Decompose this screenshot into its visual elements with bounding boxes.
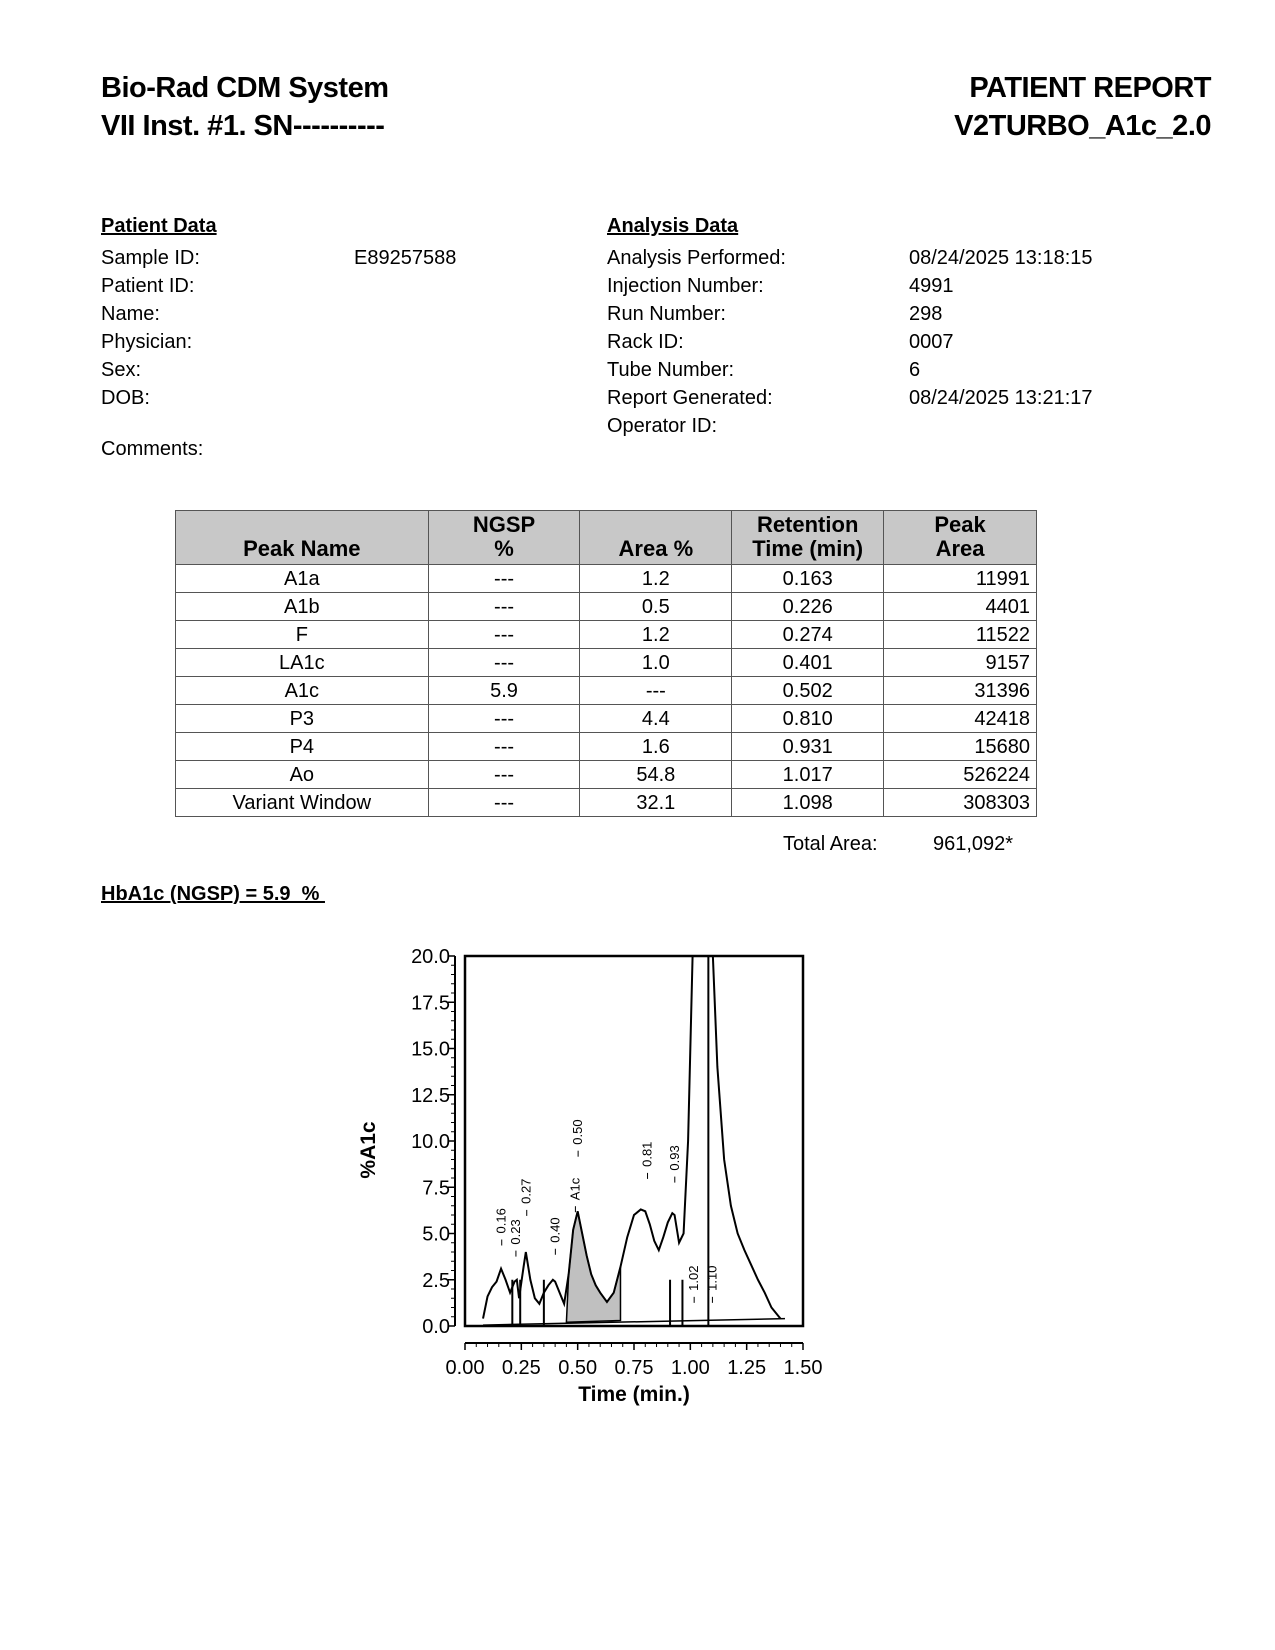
y-tick-label: 5.0 — [422, 1223, 450, 1246]
col-retention-time: Retention Time (min) — [732, 511, 884, 565]
analysis-field-label: Injection Number: — [607, 275, 764, 297]
y-tick-label: 20.0 — [411, 946, 450, 968]
retention-time-cell: 0.401 — [732, 649, 884, 677]
col-peak-name: Peak Name — [176, 511, 429, 565]
x-tick-label: 0.50 — [558, 1357, 598, 1379]
y-tick-label: 17.5 — [411, 992, 450, 1015]
analysis-field-label: Report Generated: — [607, 387, 773, 409]
analysis-field-value: 6 — [909, 359, 921, 381]
y-tick-label: 0.0 — [422, 1316, 450, 1338]
method-name: V2TURBO_A1c_2.0 — [954, 110, 1211, 142]
patient-field-label: DOB: — [101, 387, 150, 409]
area-pct-cell: 32.1 — [580, 789, 732, 817]
patient-field-row — [101, 328, 456, 356]
ngsp-cell: 5.9 — [428, 677, 580, 705]
x-tick-label: 0.75 — [614, 1357, 654, 1379]
total-area-value: 961,092* — [933, 833, 1014, 855]
peak-area-cell: 9157 — [884, 649, 1037, 677]
patient-field-row — [101, 244, 456, 272]
ngsp-cell: --- — [428, 621, 580, 649]
comments-label: Comments: — [101, 438, 204, 460]
area-pct-cell: 1.6 — [580, 733, 732, 761]
patient-data-title: Patient Data — [101, 215, 217, 237]
x-axis-label: Time (min.) — [578, 1383, 690, 1406]
area-pct-cell: 4.4 — [580, 705, 732, 733]
ngsp-cell: --- — [428, 761, 580, 789]
analysis-field-value: 0007 — [909, 331, 954, 353]
retention-time-cell: 0.274 — [732, 621, 884, 649]
peak-label: 0.40 — [547, 1217, 563, 1243]
table-row — [176, 649, 1037, 677]
area-pct-cell: 54.8 — [580, 761, 732, 789]
hba1c-result: HbA1c (NGSP) = 5.9 % — [101, 883, 325, 905]
patient-field-row — [101, 272, 456, 300]
patient-field-label: Name: — [101, 303, 160, 325]
y-tick-label: 2.5 — [422, 1269, 450, 1292]
patient-field-label: Sample ID: — [101, 247, 200, 269]
patient-field-label: Physician: — [101, 331, 193, 353]
peak-table — [175, 510, 1037, 817]
peak-name-cell: Ao — [176, 761, 429, 789]
analysis-field-row — [607, 244, 1093, 272]
ngsp-cell: --- — [428, 649, 580, 677]
retention-time-cell: 0.931 — [732, 733, 884, 761]
peak-label: 0.16 — [493, 1208, 509, 1234]
y-tick-label: 10.0 — [411, 1131, 450, 1153]
x-tick-label: 1.50 — [783, 1357, 823, 1379]
area-pct-cell: 0.5 — [580, 593, 732, 621]
total-area-label: Total Area: — [783, 833, 878, 855]
peak-label: 0.50 — [570, 1119, 586, 1145]
peak-label: 0.23 — [507, 1219, 523, 1245]
table-row — [176, 705, 1037, 733]
retention-time-cell: 0.502 — [732, 677, 884, 705]
y-tick-label: 7.5 — [422, 1177, 450, 1200]
report-title: PATIENT REPORT — [969, 72, 1211, 104]
peak-area-cell: 526224 — [884, 761, 1037, 789]
table-row — [176, 593, 1037, 621]
table-row — [176, 677, 1037, 705]
peak-label: 1.10 — [704, 1265, 720, 1291]
ngsp-cell: --- — [428, 565, 580, 593]
analysis-field-label: Operator ID: — [607, 415, 718, 437]
ngsp-cell: --- — [428, 789, 580, 817]
x-tick-label: 0.00 — [445, 1357, 485, 1379]
retention-time-cell: 0.226 — [732, 593, 884, 621]
y-tick-label: 12.5 — [411, 1084, 450, 1107]
peak-area-cell: 308303 — [884, 789, 1037, 817]
retention-time-cell: 0.810 — [732, 705, 884, 733]
ngsp-cell: --- — [428, 593, 580, 621]
peak-area-cell: 4401 — [884, 593, 1037, 621]
analysis-field-row — [607, 328, 1093, 356]
table-row — [176, 761, 1037, 789]
col-ngsp: NGSP % — [428, 511, 580, 565]
analysis-field-row — [607, 384, 1093, 412]
peak-name-cell: Variant Window — [176, 789, 429, 817]
analysis-field-label: Analysis Performed: — [607, 247, 786, 269]
ngsp-cell: --- — [428, 733, 580, 761]
peak-area-cell: 11991 — [884, 565, 1037, 593]
analysis-field-label: Rack ID: — [607, 331, 684, 353]
peak-area-cell: 42418 — [884, 705, 1037, 733]
chromatogram-line — [483, 956, 780, 1319]
peak-name-cell: A1b — [176, 593, 429, 621]
table-row — [176, 789, 1037, 817]
table-row — [176, 733, 1037, 761]
peak-area-cell: 31396 — [884, 677, 1037, 705]
patient-field-label: Sex: — [101, 359, 142, 381]
x-tick-label: 1.00 — [670, 1357, 710, 1379]
analysis-field-label: Run Number: — [607, 303, 726, 325]
analysis-field-value: 08/24/2025 13:18:15 — [909, 247, 1093, 269]
retention-time-cell: 0.163 — [732, 565, 884, 593]
col-area-pct: Area % — [580, 511, 732, 565]
peak-name-cell: F — [176, 621, 429, 649]
instrument-serial: VII Inst. #1. SN---------- — [101, 110, 385, 142]
area-pct-cell: 1.2 — [580, 621, 732, 649]
peak-area-cell: 15680 — [884, 733, 1037, 761]
y-tick-label: 15.0 — [411, 1038, 450, 1061]
peak-name-cell: P3 — [176, 705, 429, 733]
retention-time-cell: 1.098 — [732, 789, 884, 817]
analysis-field-value: 298 — [909, 303, 943, 325]
peak-label: A1c — [567, 1177, 583, 1201]
x-tick-label: 0.25 — [501, 1357, 541, 1379]
y-axis-label: %A1c — [357, 1121, 380, 1179]
col-peak-area: Peak Area — [884, 511, 1037, 565]
table-row — [176, 565, 1037, 593]
analysis-field-value: 08/24/2025 13:21:17 — [909, 387, 1093, 409]
area-pct-cell: --- — [580, 677, 732, 705]
ngsp-cell: --- — [428, 705, 580, 733]
analysis-field-row — [607, 412, 1093, 440]
patient-field-row — [101, 300, 456, 328]
peak-name-cell: P4 — [176, 733, 429, 761]
patient-field-row — [101, 356, 456, 384]
peak-name-cell: A1c — [176, 677, 429, 705]
area-pct-cell: 1.2 — [580, 565, 732, 593]
peak-label: 0.81 — [639, 1141, 655, 1167]
table-row — [176, 621, 1037, 649]
patient-field-value: E89257588 — [354, 247, 457, 269]
peak-table-header — [176, 511, 1037, 565]
peak-area-cell: 11522 — [884, 621, 1037, 649]
analysis-data-title: Analysis Data — [607, 215, 739, 237]
baseline — [483, 1319, 785, 1325]
patient-data-block — [101, 244, 456, 412]
peak-label: 1.02 — [686, 1265, 702, 1291]
area-pct-cell: 1.0 — [580, 649, 732, 677]
analysis-field-row — [607, 272, 1093, 300]
system-name: Bio-Rad CDM System — [101, 72, 389, 104]
plot-frame — [465, 956, 803, 1326]
chromatogram-chart — [340, 930, 860, 1420]
peak-name-cell: LA1c — [176, 649, 429, 677]
peak-label: 0.93 — [666, 1145, 682, 1171]
analysis-field-row — [607, 356, 1093, 384]
x-tick-label: 1.25 — [727, 1357, 767, 1379]
analysis-field-row — [607, 300, 1093, 328]
patient-field-label: Patient ID: — [101, 275, 195, 297]
retention-time-cell: 1.017 — [732, 761, 884, 789]
analysis-field-label: Tube Number: — [607, 359, 735, 381]
peak-name-cell: A1a — [176, 565, 429, 593]
analysis-field-value: 4991 — [909, 275, 954, 297]
patient-field-row — [101, 384, 456, 412]
peak-label: 0.27 — [518, 1178, 534, 1204]
analysis-data-block — [607, 244, 1093, 440]
